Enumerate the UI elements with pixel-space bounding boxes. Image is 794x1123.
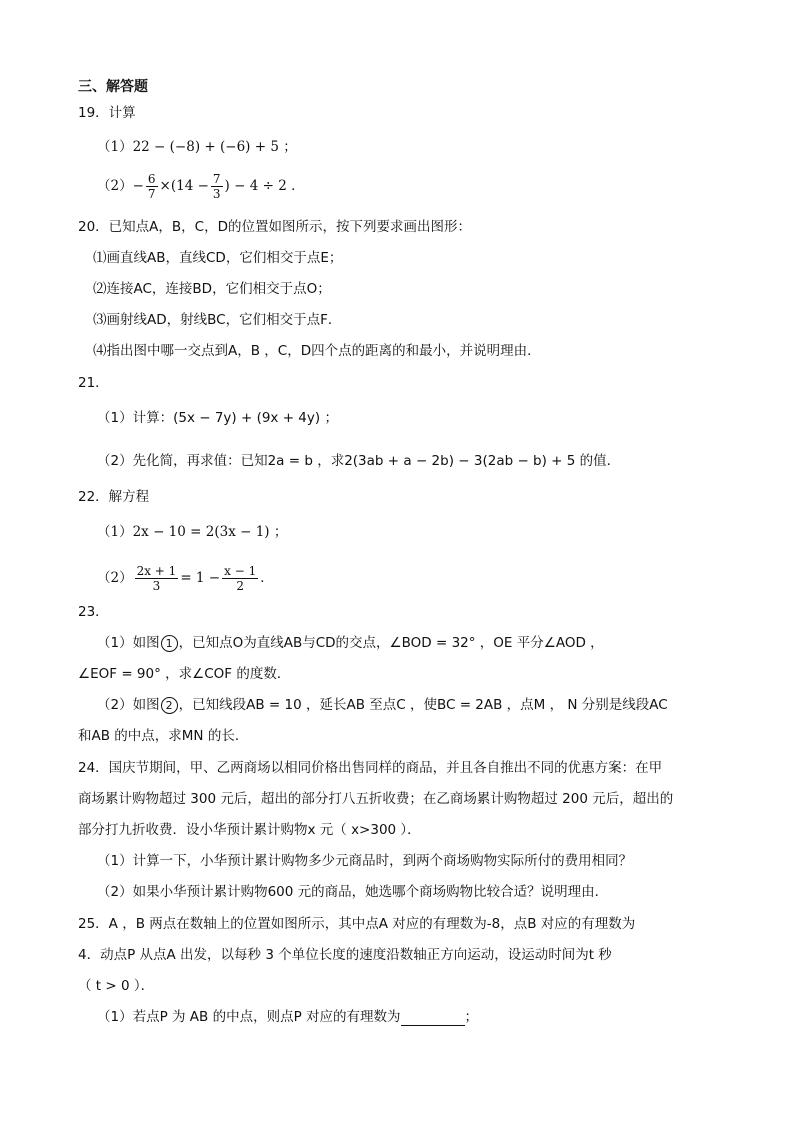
q20-item-4: ⑷指出图中哪一交点到A，B ，C，D四个点的距离的和最小，并说明理由． (93, 343, 541, 359)
q22-part2-suffix: ． (260, 570, 274, 586)
q22-part2-prefix: （2） (97, 570, 133, 586)
q24-stem-line-2: 商场累计购物超过 300 元后，超出的部分打八五折收费；在乙商场累计购物超过 200 元后，超出的 (78, 791, 674, 807)
q21-part1: （1）计算：(5x − 7y) + (9x + 4y) ； (97, 410, 338, 426)
q19-part2 (97, 172, 305, 201)
q23-part2 (97, 696, 668, 714)
q23-part2-lead: （2）如图 (97, 697, 160, 713)
section-title: 三、解答题 (78, 79, 148, 95)
q24-part1: （1）计算一下，小华预计累计购物多少元商品时，到两个商场购物实际所付的费用相同？ (97, 853, 633, 869)
q25-part1-end: ； (464, 1009, 479, 1025)
q23-part1-lead: （1）如图 (97, 635, 160, 651)
q20-item-3: ⑶画射线AD，射线BC，它们相交于点F． (93, 312, 342, 328)
q24-stem-line-3: 部分打九折收费．设小华预计累计购物x 元（ x>300 ）． (78, 822, 421, 838)
q20-stem: 20．已知点A，B，C，D的位置如图所示，按下列要求画出图形： (78, 219, 471, 235)
q23-part1-line2: ∠EOF = 90° ，求∠COF 的度数． (78, 666, 291, 682)
q22-frac2-den: 2 (236, 579, 244, 593)
q23-stem: 23． (78, 604, 109, 620)
q20-item-2: ⑵连接AC，连接BD，它们相交于点O； (93, 281, 331, 297)
q21-part2: （2）先化简，再求值：已知2a = b ，求2(3ab + a − 2b) − 3(2ab − b) + 5 的值． (97, 453, 621, 469)
q19-frac2-den: 3 (212, 187, 221, 201)
q22-fraction-1 (135, 564, 179, 593)
q25-part1-text: （1）若点P 为 AB 的中点，则点P 对应的有理数为 (97, 1009, 401, 1025)
q25-stem-line-1: 25．A ，B 两点在数轴上的位置如图所示，其中点A 对应的有理数为-8，点B 对应的有理数为 (78, 916, 636, 932)
q22-part1: （1）2x − 10 = 2(3x − 1) ； (97, 524, 288, 540)
q23-part1-text: ，已知点O为直线AB与CD的交点，∠BOD = 32° ，OE 平分∠AOD ， (178, 635, 604, 651)
q19-fraction-2 (211, 172, 223, 201)
q25-part1 (97, 1008, 478, 1026)
q19-frac1-num: 6 (147, 172, 156, 186)
q19-frac1-den: 7 (147, 187, 156, 201)
q22-frac2-num: x − 1 (224, 564, 257, 578)
q24-part2: （2）如果小华预计累计购物600 元的商品，她选哪个商场购物比较合适？说明理由． (97, 884, 609, 900)
figure-1-circled-number: 1 (161, 635, 178, 652)
q19-part2-prefix: （2）− (97, 178, 144, 194)
q21-stem: 21． (78, 375, 109, 391)
q22-frac1-num: 2x + 1 (136, 564, 177, 578)
q19-stem: 19．计算 (78, 105, 136, 121)
q19-fraction-1 (146, 172, 158, 201)
q22-part2-mid: = 1 − (180, 570, 221, 586)
q22-fraction-2 (222, 564, 258, 593)
answer-blank[interactable] (401, 1011, 465, 1026)
q19-part1: （1）22 − (−8) + (−6) + 5 ； (97, 139, 297, 155)
q19-frac2-num: 7 (212, 172, 221, 186)
q22-frac1-den: 3 (152, 579, 161, 593)
q25-stem-line-3: （ t > 0 ）． (78, 978, 155, 994)
q23-part2-text: ，已知线段AB = 10 ，延长AB 至点C ，使BC = 2AB ，点M ， N 分别是线段AC (178, 697, 668, 713)
q23-part1 (97, 634, 604, 652)
q25-stem-line-2: 4．动点P 从点A 出发，以每秒 3 个单位长度的速度沿数轴正方向运动，设运动时间为t 秒 (78, 947, 612, 963)
q22-stem: 22．解方程 (78, 489, 150, 505)
q19-part2-mid: ×(14 − (159, 178, 209, 194)
figure-2-circled-number: 2 (161, 697, 178, 714)
q20-item-1: ⑴画直线AB，直线CD，它们相交于点E； (93, 250, 343, 266)
q23-part2-line2: 和AB 的中点，求MN 的长． (78, 728, 249, 744)
q19-part2-suffix: ) − 4 ÷ 2 ． (224, 178, 305, 194)
q22-part2 (97, 564, 274, 593)
q24-stem-line-1: 24．国庆节期间，甲、乙两商场以相同价格出售同样的商品，并且各自推出不同的优惠方案：在甲 (78, 760, 663, 776)
